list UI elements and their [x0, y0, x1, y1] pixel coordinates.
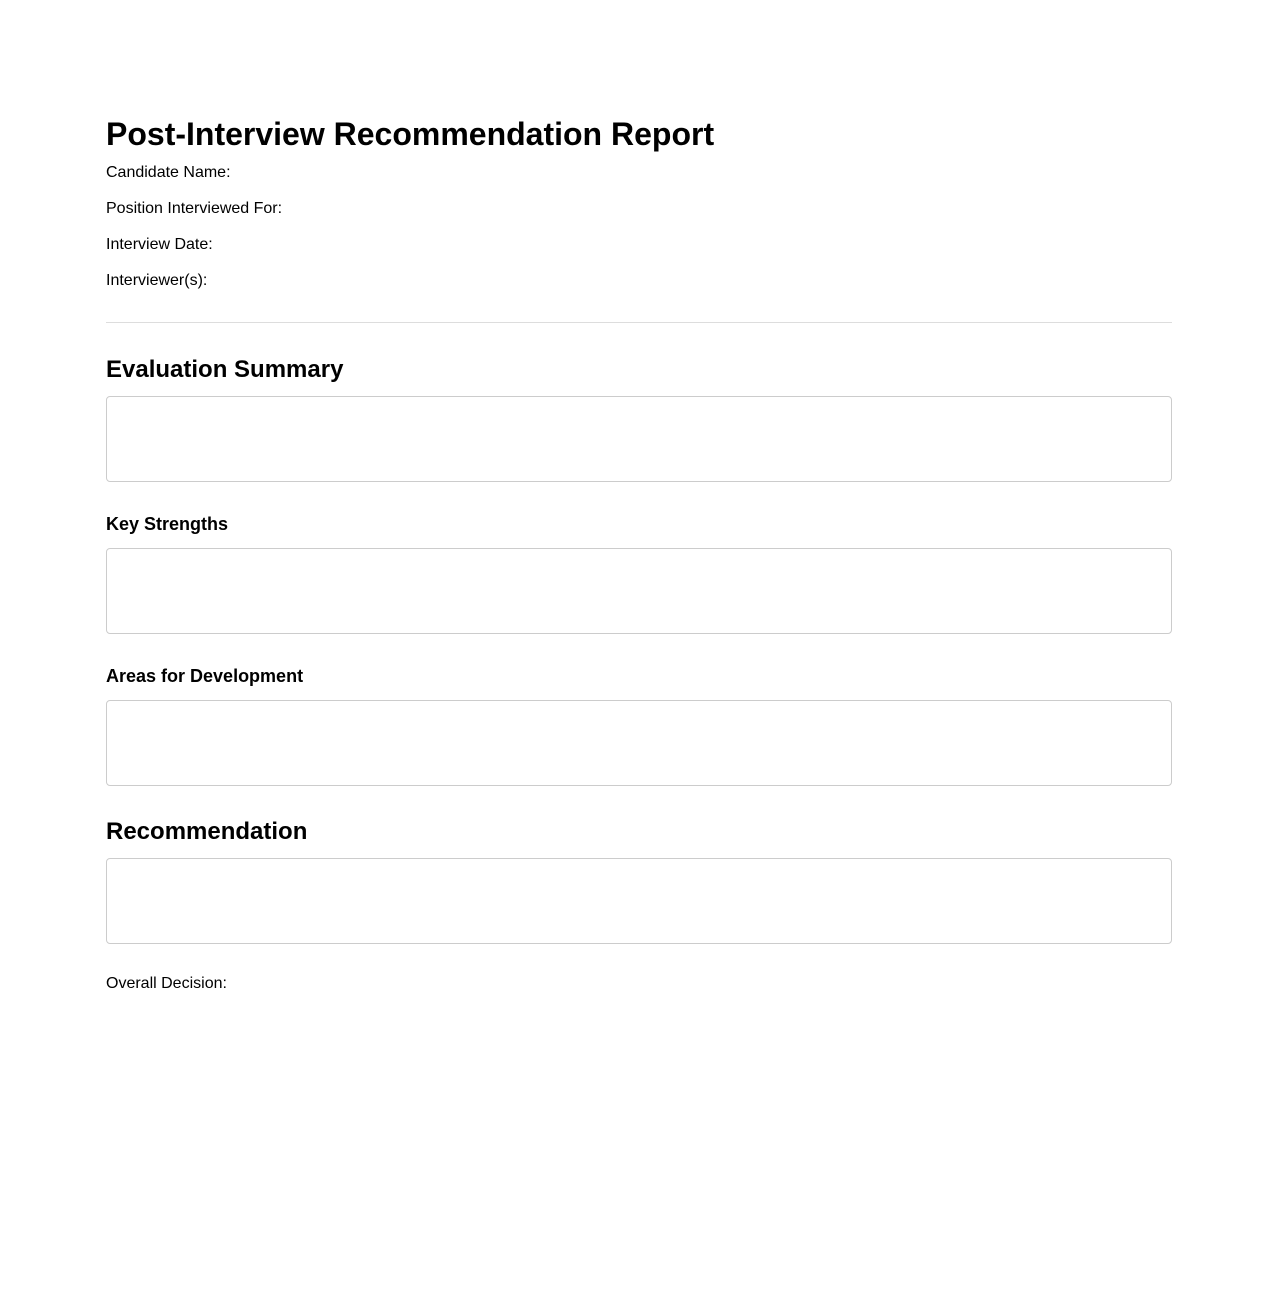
page-title: Post-Interview Recommendation Report	[106, 116, 715, 152]
overall-decision-field	[106, 974, 227, 994]
position-field	[106, 199, 282, 219]
position-label: Position Interviewed For:	[106, 200, 283, 217]
section-divider	[106, 322, 1172, 323]
overall-decision-label: Overall Decision:	[106, 975, 227, 992]
candidate-name-label: Candidate Name:	[106, 164, 231, 181]
interviewers-field	[106, 271, 207, 291]
interview-date-field	[106, 235, 213, 255]
interviewers-label: Interviewer(s):	[106, 272, 208, 289]
recommendation-box[interactable]	[106, 858, 1172, 944]
areas-for-development-box[interactable]	[106, 700, 1172, 786]
key-strengths-heading: Key Strengths	[106, 514, 229, 534]
evaluation-summary-box[interactable]	[106, 396, 1172, 482]
interview-date-label: Interview Date:	[106, 236, 213, 253]
areas-for-development-heading: Areas for Development	[106, 666, 304, 686]
candidate-name-field	[106, 163, 231, 183]
evaluation-summary-heading: Evaluation Summary	[106, 356, 344, 383]
recommendation-heading: Recommendation	[106, 818, 308, 845]
key-strengths-box[interactable]	[106, 548, 1172, 634]
